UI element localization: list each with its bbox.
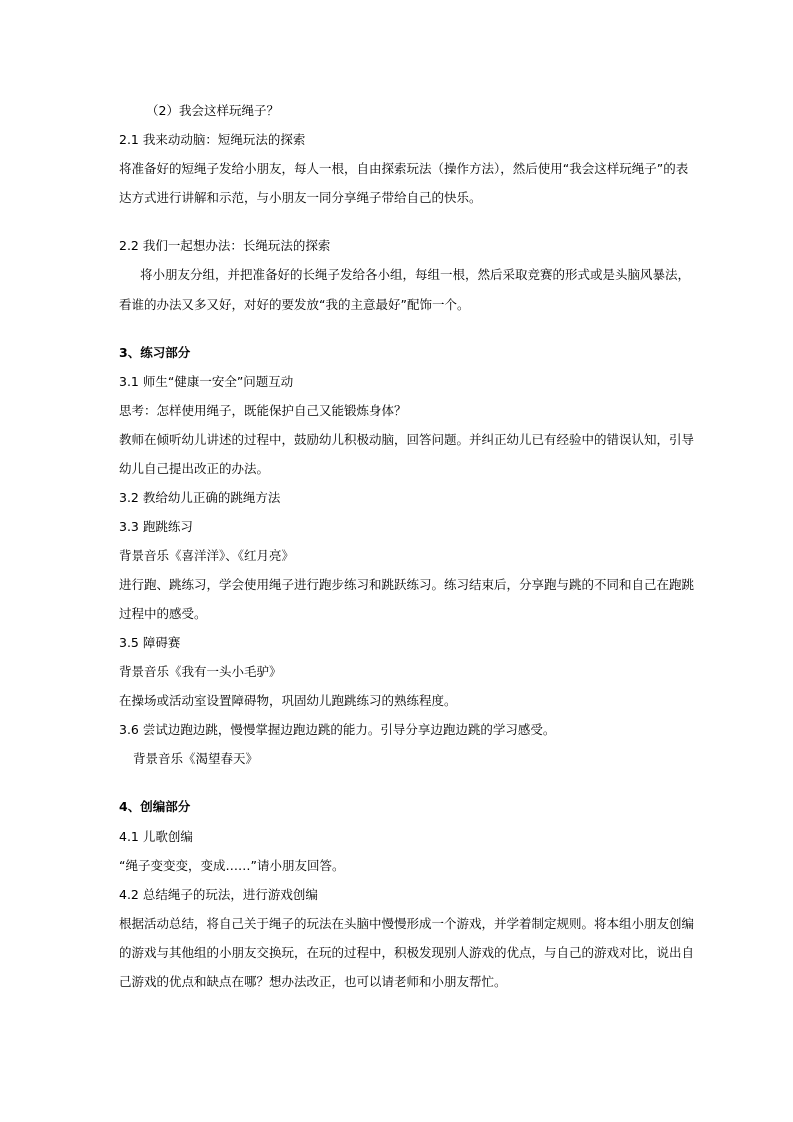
paragraph-line: 己游戏的优点和缺点在哪？想办法改正，也可以请老师和小朋友帮忙。: [119, 974, 507, 989]
subsection-heading-4-1: 4.1 儿歌创编: [119, 829, 193, 844]
section-heading-4: 4、创编部分: [119, 799, 191, 814]
subsection-heading-3-3: 3.3 跑跳练习: [119, 519, 193, 534]
paragraph-line: 在操场或活动室设置障碍物，巩固幼儿跑跳练习的熟练程度。: [119, 693, 457, 708]
section-heading-2: （2）我会这样玩绳子？: [146, 103, 279, 118]
paragraph-line: 思考：怎样使用绳子，既能保护自己又能锻炼身体？: [119, 403, 407, 418]
section-heading-3: 3、练习部分: [119, 345, 191, 360]
paragraph-line: 看谁的办法又多又好，对好的要发放“我的主意最好”配饰一个。: [119, 297, 470, 312]
subsection-heading-3-5: 3.5 障碍赛: [119, 635, 181, 650]
subsection-heading-3-1: 3.1 师生“健康一安全”问题互动: [119, 374, 294, 389]
paragraph-line: 将准备好的短绳子发给小朋友，每人一根，自由探索玩法（操作方法），然后使用“我会这样玩绳子”的表: [119, 161, 689, 176]
paragraph-line: 的游戏与其他组的小朋友交换玩，在玩的过程中，积极发现别人游戏的优点，与自己的游戏对比，说出自: [119, 945, 695, 960]
paragraph-line: 背景音乐《喜洋洋》、《红月亮》: [119, 548, 295, 563]
paragraph-line: “绳子变变变，变成……”请小朋友回答。: [119, 858, 345, 873]
paragraph-line: 幼儿自己提出改正的办法。: [119, 461, 270, 476]
subsection-heading-2-2: 2.2 我们一起想办法：长绳玩法的探索: [119, 238, 331, 253]
paragraph-line: 背景音乐《我有一头小毛驴》: [119, 664, 282, 679]
paragraph-line: 过程中的感受。: [119, 606, 207, 621]
subsection-heading-4-2: 4.2 总结绳子的玩法，进行游戏创编: [119, 887, 318, 902]
paragraph-line: 进行跑、跳练习，学会使用绳子进行跑步练习和跳跃练习。练习结束后，分享跑与跳的不同和自己在跑跳: [119, 577, 695, 592]
paragraph-line: 背景音乐《渴望春天》: [133, 751, 259, 766]
paragraph-line: 将小朋友分组，并把准备好的长绳子发给各小组，每组一根，然后采取竞赛的形式或是头脑风暴法，: [140, 267, 691, 282]
paragraph-line: 教师在倾听幼儿讲述的过程中，鼓励幼儿积极动脑，回答问题。并纠正幼儿已有经验中的错误认知，引导: [119, 432, 695, 447]
subsection-heading-3-6: 3.6 尝试边跑边跳，慢慢掌握边跑边跳的能力。引导分享边跑边跳的学习感受。: [119, 722, 556, 737]
paragraph-line: 达方式进行讲解和示范，与小朋友一同分享绳子带给自己的快乐。: [119, 190, 482, 205]
paragraph-line: 根据活动总结，将自己关于绳子的玩法在头脑中慢慢形成一个游戏，并学着制定规则。将本组小朋友创编: [119, 916, 695, 931]
subsection-heading-3-2: 3.2 教给幼儿正确的跳绳方法: [119, 490, 281, 505]
subsection-heading-2-1: 2.1 我来动动脑：短绳玩法的探索: [119, 132, 306, 147]
